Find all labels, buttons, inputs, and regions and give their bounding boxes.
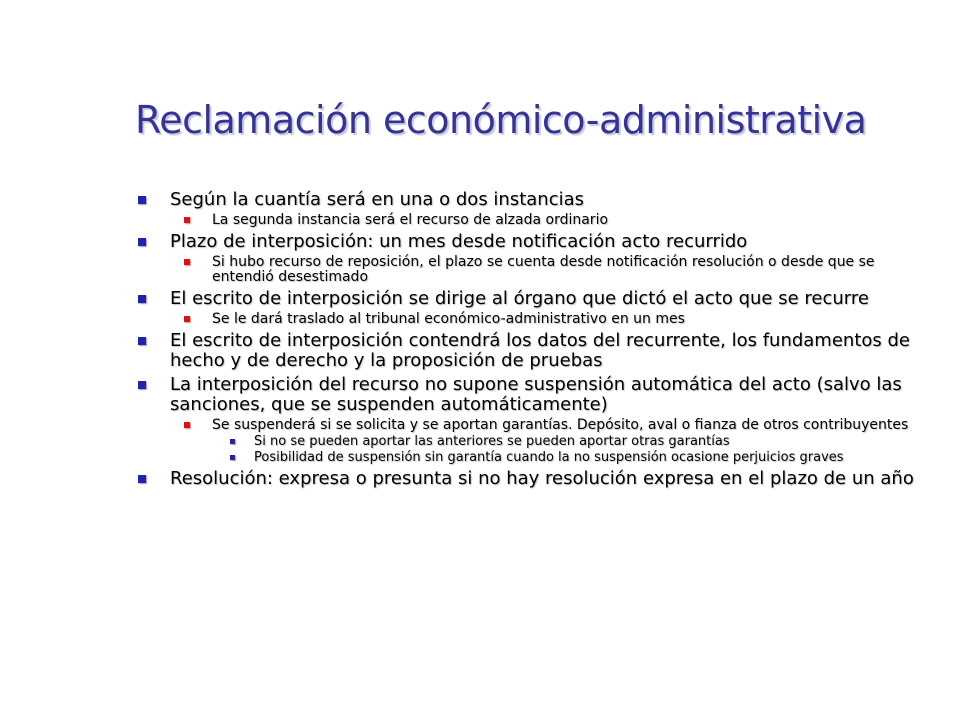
square-bullet-icon [138, 295, 146, 303]
square-bullet-icon [184, 217, 190, 223]
sub-bullet-item [130, 418, 940, 433]
square-bullet-icon [138, 196, 146, 204]
square-bullet-icon [184, 422, 190, 428]
bullet-text: Si hubo recurso de reposición, el plazo se cuenta desde notificación resolución o desde que se entendió desestimado [212, 254, 875, 285]
square-bullet-icon [138, 238, 146, 246]
square-bullet-icon [184, 259, 190, 265]
sub-bullet-item [130, 255, 940, 285]
bullet-list [130, 190, 940, 489]
bullet-text: La segunda instancia será el recurso de alzada ordinario [212, 212, 609, 228]
bullet-text: El escrito de interposición contendrá los datos del recurrente, los fundamentos de hecho y de derecho y la proposición de pruebas [170, 330, 910, 371]
bullet-text: Posibilidad de suspensión sin garantía cuando la no suspensión ocasione perjuicios graves [254, 450, 844, 465]
bullet-text: Si no se pueden aportar las anteriores se pueden aportar otras garantías [254, 434, 730, 449]
square-bullet-icon [138, 475, 146, 483]
bullet-item [130, 469, 940, 489]
bullet-item [130, 331, 940, 371]
bullet-text: Según la cuantía será en una o dos instancias [170, 189, 585, 210]
square-bullet-icon [184, 316, 190, 322]
sub-sub-bullet-item [130, 450, 940, 465]
square-bullet-icon [230, 439, 235, 444]
bullet-text: Plazo de interposición: un mes desde notificación acto recurrido [170, 231, 748, 252]
bullet-item [130, 375, 940, 415]
bullet-item [130, 190, 940, 210]
bullet-text: Se le dará traslado al tribunal económico-administrativo en un mes [212, 311, 685, 327]
bullet-item [130, 289, 940, 309]
slide-title: Reclamación económico-administrativa [135, 98, 867, 142]
bullet-text: Se suspenderá si se solicita y se aportan garantías. Depósito, aval o fianza de otros contribuyentes [212, 417, 909, 433]
bullet-item [130, 232, 940, 252]
sub-bullet-item [130, 213, 940, 228]
square-bullet-icon [230, 455, 235, 460]
square-bullet-icon [138, 381, 146, 389]
bullet-text: El escrito de interposición se dirige al órgano que dictó el acto que se recurre [170, 288, 869, 309]
bullet-text: Resolución: expresa o presunta si no hay resolución expresa en el plazo de un año [170, 468, 914, 489]
bullet-text: La interposición del recurso no supone suspensión automática del acto (salvo las sanciones, que se suspenden automáticamente) [170, 374, 902, 415]
sub-bullet-item [130, 312, 940, 327]
sub-sub-bullet-item [130, 434, 940, 449]
square-bullet-icon [138, 337, 146, 345]
